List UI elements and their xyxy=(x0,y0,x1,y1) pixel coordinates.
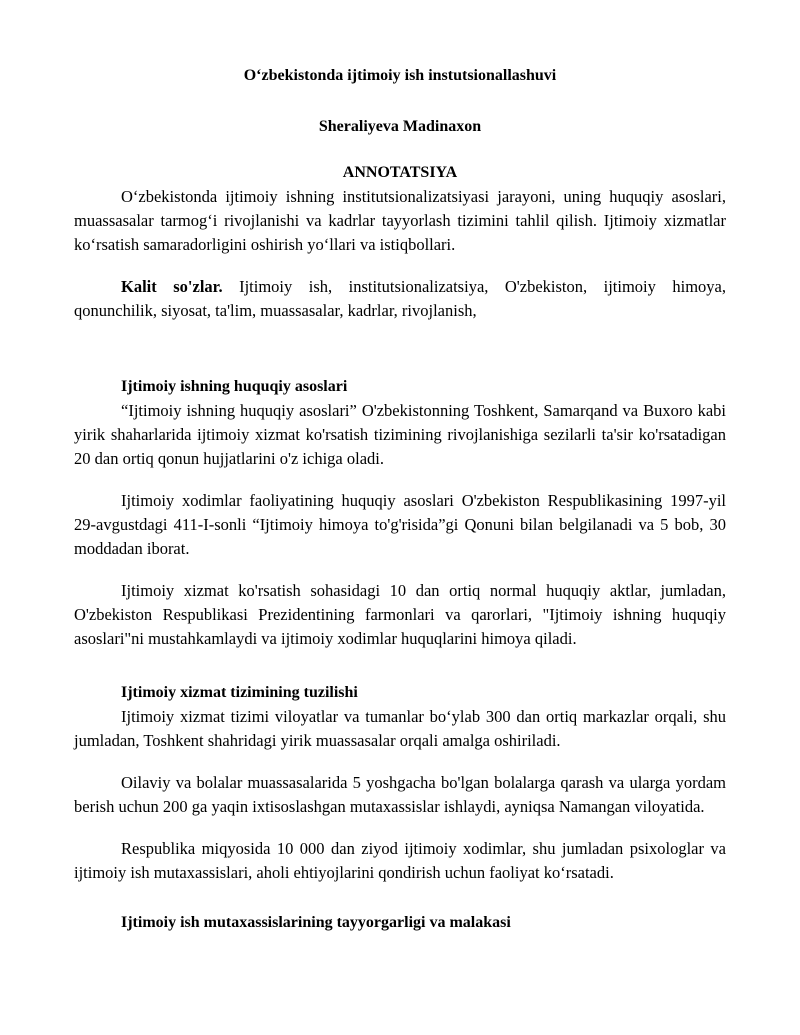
paragraph: Ijtimoiy xizmat ko'rsatish sohasidagi 10 dan ortiq normal huquqiy aktlar, jumladan, O'zbekiston Respublikasi Prezidentining farmonlari va qarorlari, "Ijtimoiy ishning huquqiy asoslari"ni mustahkamlaydi va ijtimoiy xodimlar huquqlarini himoya qiladi. xyxy=(74,581,726,648)
document-title: O‘zbekistonda ijtimoiy ish instutsionallashuvi xyxy=(243,67,557,84)
paragraph: Oilaviy va bolalar muassasalarida 5 yoshgacha bo'lgan bolalarga qarash va ularga yordam berish uchun 200 ga yaqin ixtisoslashgan mutaxassislar ishlaydi, ayniqsa Namangan viloyatida. xyxy=(74,773,726,816)
keywords-text: Ijtimoiy ish, institutsionalizatsiya, O'zbekiston, ijtimoiy himoya, qonunchilik, siyosat, ta'lim, muassasalar, kadrlar, rivojlanish, xyxy=(74,277,726,320)
annotation-paragraph: O‘zbekistonda ijtimoiy ishning institutsionalizatsiyasi jarayoni, uning huquqiy asoslari, muassasalar tarmog‘i rivojlanishi va kadrlar tayyorlash tizimini tahlil qilish. Ijtimoiy xizmatlar ko‘rsatish samaradorligini oshirish yo‘llari va istiqbollari. xyxy=(74,187,726,254)
section-heading-legal-basis: Ijtimoiy ishning huquqiy asoslari xyxy=(121,378,348,395)
annotation-heading: ANNOTATSIYA xyxy=(342,164,458,181)
keywords-paragraph xyxy=(74,275,726,323)
paragraph: Respublika miqyosida 10 000 dan ziyod ijtimoiy xodimlar, shu jumladan psixologlar va ijtimoiy ish mutaxassislari, aholi ehtiyojlarini qondirish uchun faoliyat ko‘rsatadi. xyxy=(74,839,726,882)
section-heading-specialist-training: Ijtimoiy ish mutaxassislarining tayyorgarligi va malakasi xyxy=(121,914,511,931)
paragraph: “Ijtimoiy ishning huquqiy asoslari” O'zbekistonning Toshkent, Samarqand va Buxoro kabi yirik shaharlarida ijtimoiy xizmat ko'rsatish tizimining rivojlanishiga sezilarli ta'sir ko'rsatadigan 20 dan ortiq qonun hujjatlarini o'z ichiga oladi. xyxy=(74,401,726,468)
author-name: Sheraliyeva Madinaxon xyxy=(318,118,482,135)
document-page xyxy=(74,64,726,935)
paragraph: Ijtimoiy xizmat tizimi viloyatlar va tumanlar bo‘ylab 300 dan ortiq markazlar orqali, shu jumladan, Toshkent shahridagi yirik muassasalar orqali amalga oshiriladi. xyxy=(74,707,726,750)
keywords-label: Kalit so'zlar. xyxy=(121,277,223,296)
paragraph: Ijtimoiy xodimlar faoliyatining huquqiy asoslari O'zbekiston Respublikasining 1997-yil 29-avgustdagi 411-I-sonli “Ijtimoiy himoya to'g'risida”gi Qonuni bilan belgilanadi va 5 bob, 30 moddadan iborat. xyxy=(74,491,726,558)
section-heading-service-structure: Ijtimoiy xizmat tizimining tuzilishi xyxy=(121,684,358,701)
